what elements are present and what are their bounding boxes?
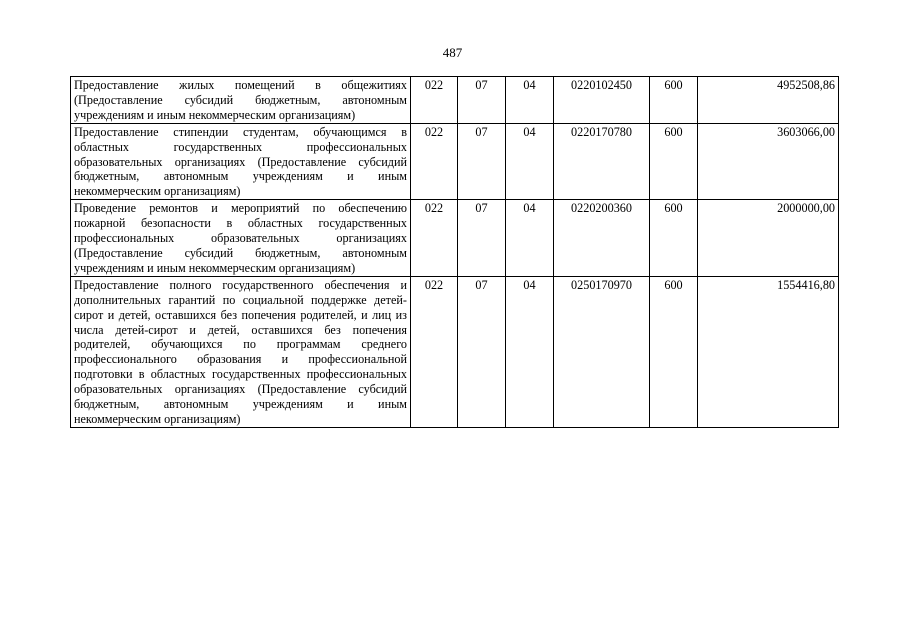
- amount-value: 4952508,86: [698, 77, 839, 124]
- amount-value: 2000000,00: [698, 200, 839, 277]
- ministry-code: 022: [411, 276, 458, 427]
- ministry-code: 022: [411, 77, 458, 124]
- row-description: Предоставление полного государственного обеспечения и дополнительных гарантий по социальной поддержке детей-сирот и детей, оставшихся без попечения родителей, и лиц из числа детей-сирот и детей, оставшихся без попечения родителей, обучающихся по программам среднего профессионального образования и профессиональной подготовки в областных государственных профессиональных образовательных организациях (Предоставление субсидий бюджетным, автономным учреждениям и иным некоммерческим организациям): [71, 276, 411, 427]
- subsection-code: 04: [506, 200, 554, 277]
- subsection-code: 04: [506, 123, 554, 200]
- table-row: [71, 123, 839, 200]
- amount-value: 3603066,00: [698, 123, 839, 200]
- expense-type-code: 600: [650, 200, 698, 277]
- target-article-code: 0250170970: [554, 276, 650, 427]
- expense-type-code: 600: [650, 123, 698, 200]
- row-description: Предоставление жилых помещений в общежитиях (Предоставление субсидий бюджетным, автономным учреждениям и иным некоммерческим организациям): [71, 77, 411, 124]
- table-row: [71, 77, 839, 124]
- row-description: Предоставление стипендии студентам, обучающимся в областных государственных профессиональных образовательных организациях (Предоставление субсидий бюджетным, автономным учреждениям и иным некоммерческим организациям): [71, 123, 411, 200]
- section-code: 07: [458, 77, 506, 124]
- table-row: [71, 200, 839, 277]
- expense-type-code: 600: [650, 276, 698, 427]
- section-code: 07: [458, 123, 506, 200]
- table-row: [71, 276, 839, 427]
- expense-type-code: 600: [650, 77, 698, 124]
- section-code: 07: [458, 200, 506, 277]
- row-description: Проведение ремонтов и мероприятий по обеспечению пожарной безопасности в областных государственных профессиональных образовательных организациях (Предоставление субсидий бюджетным, автономным учреждениям и иным некоммерческим организациям): [71, 200, 411, 277]
- target-article-code: 0220200360: [554, 200, 650, 277]
- page-number: 487: [442, 45, 463, 60]
- amount-value: 1554416,80: [698, 276, 839, 427]
- subsection-code: 04: [506, 77, 554, 124]
- ministry-code: 022: [411, 200, 458, 277]
- target-article-code: 0220102450: [554, 77, 650, 124]
- section-code: 07: [458, 276, 506, 427]
- ministry-code: 022: [411, 123, 458, 200]
- budget-table: [70, 76, 839, 428]
- target-article-code: 0220170780: [554, 123, 650, 200]
- subsection-code: 04: [506, 276, 554, 427]
